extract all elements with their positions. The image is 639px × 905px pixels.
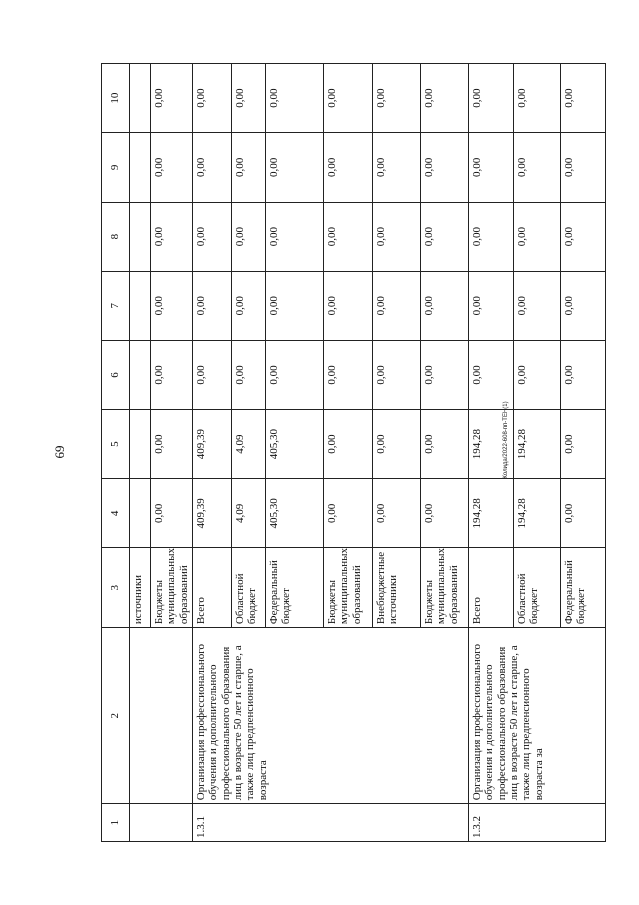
value-cell: 194,28 — [468, 410, 513, 479]
column-header: 3 — [102, 548, 130, 628]
value-cell: 0,00 — [560, 133, 605, 202]
value-cell: 0,00 — [151, 202, 193, 271]
value-cell: 194,28 — [513, 479, 560, 548]
value-cell: 0,00 — [265, 340, 323, 409]
value-cell: 0,00 — [192, 133, 231, 202]
value-cell — [130, 64, 151, 133]
value-cell: 0,00 — [420, 479, 468, 548]
value-cell: 0,00 — [323, 479, 372, 548]
value-cell — [130, 479, 151, 548]
value-cell: 409,39 — [192, 410, 231, 479]
value-cell: 0,00 — [372, 479, 420, 548]
value-cell: 0,00 — [192, 202, 231, 271]
row-code-cell: 1.3.2 — [468, 804, 605, 842]
value-cell: 0,00 — [513, 340, 560, 409]
value-cell: 0,00 — [560, 271, 605, 340]
column-header: 7 — [102, 271, 130, 340]
funding-source-cell: Всего — [468, 548, 513, 628]
value-cell: 0,00 — [323, 202, 372, 271]
value-cell: 0,00 — [468, 202, 513, 271]
value-cell: 0,00 — [513, 271, 560, 340]
funding-source-cell: Бюджеты муниципальных образований — [323, 548, 372, 628]
value-cell: 0,00 — [468, 133, 513, 202]
column-header: 6 — [102, 340, 130, 409]
value-cell: 0,00 — [420, 410, 468, 479]
table-header-row — [102, 64, 130, 842]
column-header: 8 — [102, 202, 130, 271]
table-row — [192, 64, 231, 842]
value-cell: 194,28 — [468, 479, 513, 548]
value-cell: 405,30 — [265, 479, 323, 548]
document-code: Колида/2022-608-пп-ТЕН(1) — [503, 401, 509, 479]
page-number: 69 — [52, 445, 67, 459]
value-cell: 0,00 — [323, 271, 372, 340]
value-cell: 0,00 — [420, 64, 468, 133]
value-cell: 0,00 — [420, 202, 468, 271]
value-cell: 0,00 — [372, 271, 420, 340]
value-cell: 0,00 — [513, 64, 560, 133]
value-cell: 409,39 — [192, 479, 231, 548]
value-cell: 0,00 — [420, 271, 468, 340]
value-cell: 405,30 — [265, 410, 323, 479]
funding-source-cell: Федеральный бюджет — [560, 548, 605, 628]
budget-table-container — [101, 63, 588, 842]
value-cell: 0,00 — [560, 202, 605, 271]
funding-source-cell: Внебюджетные источники — [372, 548, 420, 628]
value-cell — [130, 271, 151, 340]
value-cell — [130, 410, 151, 479]
value-cell: 0,00 — [192, 64, 231, 133]
funding-source-cell: Бюджеты муниципальных образований — [420, 548, 468, 628]
value-cell: 0,00 — [372, 340, 420, 409]
row-code-cell — [130, 804, 193, 842]
value-cell — [130, 340, 151, 409]
value-cell: 0,00 — [231, 340, 265, 409]
value-cell: 0,00 — [372, 202, 420, 271]
value-cell: 0,00 — [372, 64, 420, 133]
value-cell: 0,00 — [323, 340, 372, 409]
value-cell: 194,28 — [513, 410, 560, 479]
value-cell: 0,00 — [468, 64, 513, 133]
column-header: 2 — [102, 628, 130, 804]
value-cell: 0,00 — [231, 133, 265, 202]
value-cell: 0,00 — [231, 202, 265, 271]
value-cell: 0,00 — [323, 133, 372, 202]
value-cell: 0,00 — [151, 340, 193, 409]
table-row — [130, 64, 151, 842]
row-description-cell: Организация профессионального обучения и дополнительного профессионального образования лиц в возрасте 50 лет и старше, а также лиц предпенсионного возраста за — [468, 628, 605, 804]
value-cell: 0,00 — [560, 479, 605, 548]
funding-source-cell: источники — [130, 548, 151, 628]
value-cell: 0,00 — [323, 410, 372, 479]
value-cell — [130, 202, 151, 271]
column-header: 5 — [102, 410, 130, 479]
value-cell: 0,00 — [151, 479, 193, 548]
value-cell: 0,00 — [151, 133, 193, 202]
value-cell: 0,00 — [323, 64, 372, 133]
budget-table — [101, 63, 606, 842]
funding-source-cell: Областной бюджет — [231, 548, 265, 628]
value-cell: 0,00 — [468, 271, 513, 340]
value-cell: 0,00 — [192, 340, 231, 409]
value-cell: 0,00 — [265, 64, 323, 133]
value-cell: 0,00 — [231, 64, 265, 133]
row-code-cell: 1.3.1 — [192, 804, 468, 842]
value-cell: 0,00 — [420, 133, 468, 202]
column-header: 9 — [102, 133, 130, 202]
value-cell: 0,00 — [372, 133, 420, 202]
rotated-table — [101, 63, 588, 842]
funding-source-cell: Бюджеты муниципальных образований — [151, 548, 193, 628]
table-row — [468, 64, 513, 842]
funding-source-cell: Всего — [192, 548, 231, 628]
funding-source-cell: Федеральный бюджет — [265, 548, 323, 628]
value-cell: 4,09 — [231, 410, 265, 479]
value-cell: 0,00 — [151, 64, 193, 133]
value-cell: 0,00 — [151, 271, 193, 340]
value-cell: 0,00 — [513, 133, 560, 202]
funding-source-cell: Областной бюджет — [513, 548, 560, 628]
value-cell: 0,00 — [560, 64, 605, 133]
value-cell: 0,00 — [420, 340, 468, 409]
column-header: 4 — [102, 479, 130, 548]
column-header: 10 — [102, 64, 130, 133]
value-cell — [130, 133, 151, 202]
value-cell: 0,00 — [265, 202, 323, 271]
value-cell: 0,00 — [560, 340, 605, 409]
value-cell: 0,00 — [468, 340, 513, 409]
value-cell: 0,00 — [372, 410, 420, 479]
value-cell: 0,00 — [231, 271, 265, 340]
row-description-cell — [130, 628, 193, 804]
value-cell: 0,00 — [513, 202, 560, 271]
value-cell: 0,00 — [151, 410, 193, 479]
value-cell: 0,00 — [192, 271, 231, 340]
row-description-cell: Организация профессионального обучения и дополнительного профессионального образования лиц в возрасте 50 лет и старше, а также лиц предпенсионного возраста — [192, 628, 468, 804]
value-cell: 0,00 — [265, 133, 323, 202]
value-cell: 0,00 — [560, 410, 605, 479]
column-header: 1 — [102, 804, 130, 842]
value-cell: 0,00 — [265, 271, 323, 340]
value-cell: 4,09 — [231, 479, 265, 548]
